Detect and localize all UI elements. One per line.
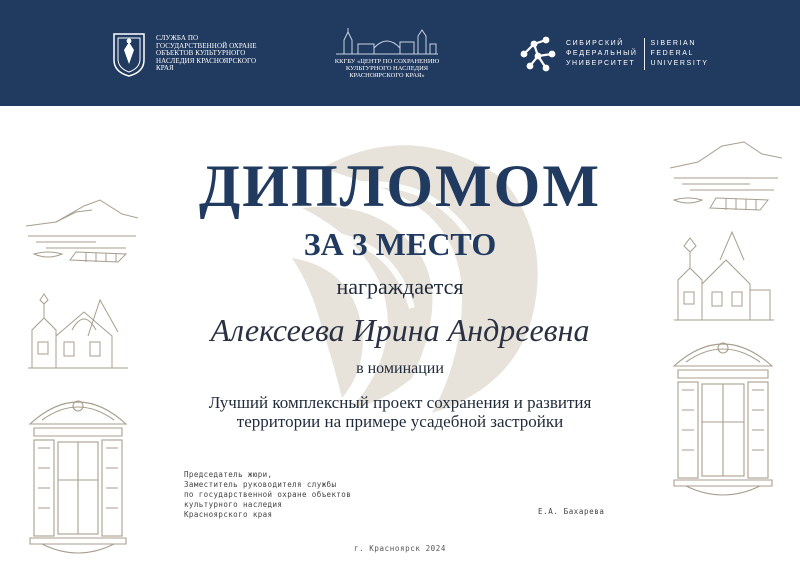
sfu-ru-line-1: СИБИРСКИЙ (566, 40, 624, 47)
place-title: ЗА 3 МЕСТО (303, 226, 497, 262)
sfu-name-en (651, 39, 709, 69)
sfu-en-line-1: SIBERIAN (650, 40, 696, 47)
sfu-logo (516, 34, 709, 74)
signer-name: Е.А. Бахарева (538, 507, 605, 516)
diploma-title: ДИПЛОМОМ (199, 153, 601, 219)
center-logo-text: ККГБУ «ЦЕНТР ПО СОХРАНЕНИЮ КУЛЬТУРНОГО НАСЛЕДИЯ КРАСНОЯРСКОГО КРАЯ» (334, 58, 440, 79)
coat-of-arms-icon (110, 30, 148, 78)
sfu-en-line-3: UNIVERSITY (650, 60, 709, 67)
sfu-ru-line-3: УНИВЕРСИТЕТ (566, 60, 636, 67)
sfu-ru-line-2: ФЕДЕРАЛЬНЫЙ (566, 50, 638, 57)
sfu-name-ru (566, 39, 638, 69)
molecule-icon (516, 34, 560, 74)
nomination-title-line-2: территории на примере усадебной застройки (236, 412, 564, 431)
jury-chair-position: Председатель жюри, Заместитель руководителя службы по государственной охране объектов культурного наследия Красноярского края (184, 470, 352, 519)
nomination-label: в номинации (356, 360, 444, 377)
center-logo (332, 26, 442, 79)
nomination-title-line-1: Лучший комплексный проект сохранения и развития (208, 393, 592, 412)
recipient-name: Алексеева Ирина Андреевна (210, 312, 590, 348)
sfu-en-line-2: FEDERAL (650, 50, 694, 57)
city-skyline-icon (334, 26, 440, 56)
awarded-label: награждается (336, 274, 464, 299)
nomination-title (0, 393, 800, 431)
city-year: г. Красноярск 2024 (353, 544, 447, 553)
service-logo-text: СЛУЖБА ПО ГОСУДАРСТВЕННОЙ ОХРАНЕ ОБЪЕКТОВ КУЛЬТУРНОГО НАСЛЕДИЯ КРАСНОЯРСКОГО КРАЯ (156, 34, 257, 73)
service-logo (110, 30, 266, 78)
sfu-divider (644, 38, 645, 70)
header-bar (0, 0, 800, 106)
